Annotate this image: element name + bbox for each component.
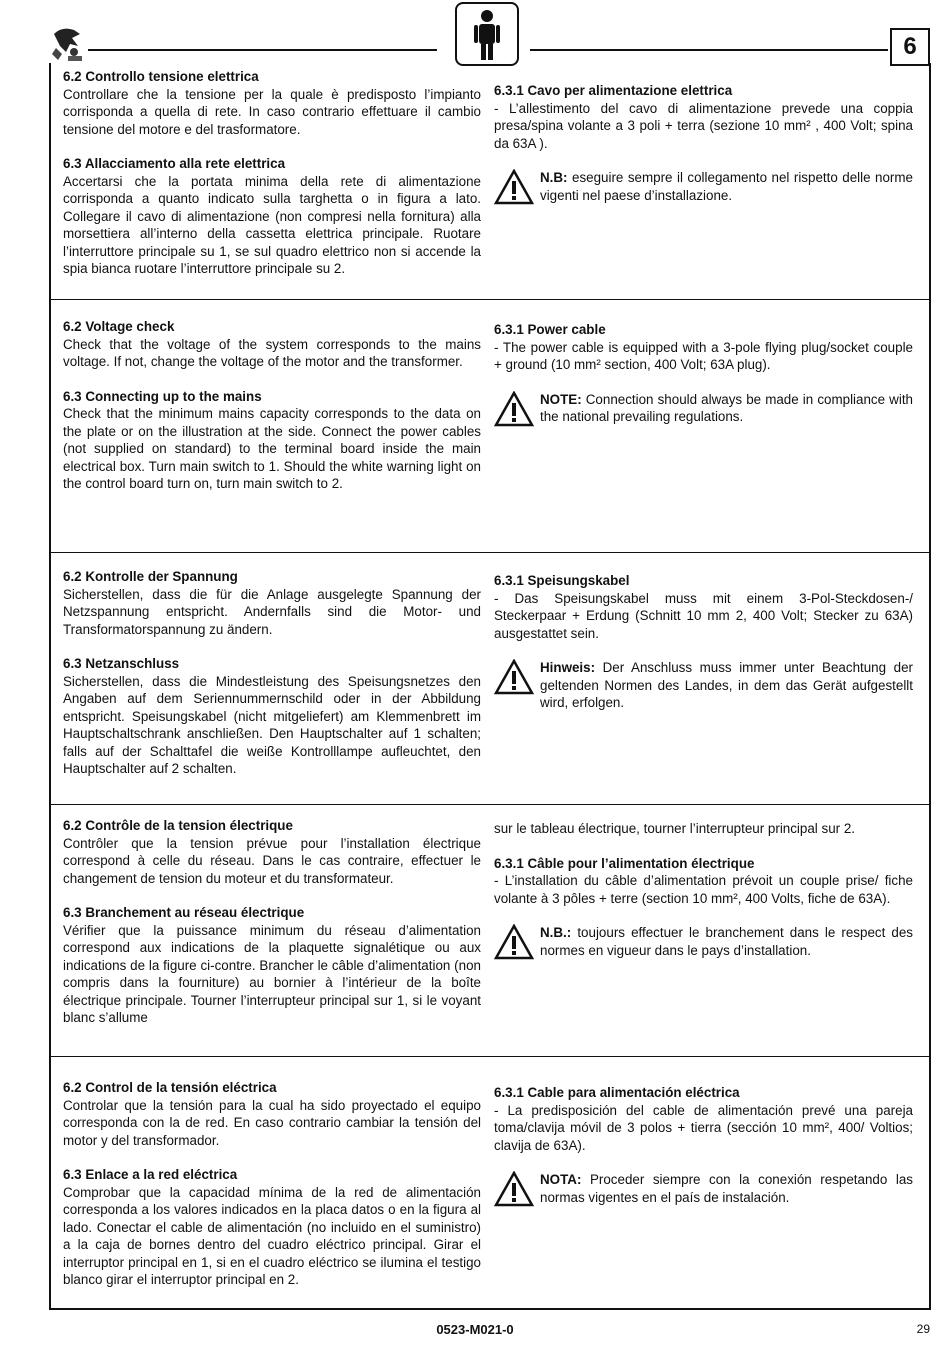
heading: 6.3.1 Câble pour l’alimentation électrique xyxy=(494,855,755,871)
heading: 6.3 Netzanschluss xyxy=(63,656,180,671)
heading: 6.2 Voltage check xyxy=(63,319,175,334)
section-fr-right xyxy=(494,820,913,964)
paragraph: - L’allestimento del cavo di alimentazione prevede una coppia presa/spina volante a 3 poli + terra (sezione 10 mm² , 400 Volt; spina da 63A ). xyxy=(494,100,913,151)
note-text: toujours effectuer le branchement dans le respect des normes en vigueur dans le pays d’installation. xyxy=(540,925,913,958)
brand-logo-icon xyxy=(48,24,88,64)
heading: 6.3.1 Cavo per alimentazione elettrica xyxy=(494,83,733,98)
heading: 6.2 Control de la tensión eléctrica xyxy=(63,1080,277,1095)
paragraph: - The power cable is equipped with a 3-pole flying plug/socket couple + ground (10 mm² section, 400 Volt; 63A plug). xyxy=(494,339,913,372)
section-en-right xyxy=(494,321,913,431)
heading: 6.2 Controllo tensione elettrica xyxy=(63,69,259,84)
heading: 6.3 Allacciamento alla rete elettrica xyxy=(63,156,286,171)
document-code: 0523-M021-0 xyxy=(436,1322,514,1337)
note-text: Connection should always be made in compliance with the national prevailing regulations. xyxy=(540,391,913,424)
paragraph: Controllare che la tensione per la quale è predisposto l’impianto corrisponda a quella di rete. In caso contrario effettuare il cambio tensione del motore e del trasformatore. xyxy=(63,86,481,137)
header-rule-right xyxy=(530,49,888,51)
page-number: 29 xyxy=(916,1322,930,1336)
section-it-left xyxy=(63,68,481,295)
operator-pictogram xyxy=(455,2,519,66)
paragraph: Check that the minimum mains capacity corresponds to the data on the plate or on the illustration at the side. Connect the power cables (not supplied on standard) to the terminal board inside the main electrical box. Turn main switch to 1. Should the white warning light on the control board turn on, turn main switch to 2. xyxy=(63,406,481,491)
heading: 6.3.1 Power cable xyxy=(494,322,606,337)
paragraph: Contrôler que la tension prévue pour l’installation électrique correspond à celle du réseau. Dans le cas contraire, effectuer le changement de tension du moteur et du transformateur. xyxy=(63,835,481,886)
heading: 6.3 Branchement au réseau électrique xyxy=(63,905,305,920)
paragraph: - Das Speisungskabel muss mit einem 3-Pol-Steckdosen-/ Steckerpaar + Erdung (Schnitt 10 mm 2, 400 Volt; Stecker zu 63A) ausgestattet sein. xyxy=(494,590,913,641)
person-icon xyxy=(457,4,517,64)
section-number-badge: 6 xyxy=(890,28,930,66)
heading: 6.3.1 Cable para alimentación eléctrica xyxy=(494,1085,740,1100)
note-text: eseguire sempre il collegamento nel rispetto delle norme vigenti nel paese d’installazione. xyxy=(540,170,913,203)
warning-note xyxy=(494,169,913,209)
note-label: NOTE: xyxy=(540,391,582,407)
warning-note xyxy=(494,924,913,964)
warning-note xyxy=(494,1171,913,1211)
heading: 6.3 Connecting up to the mains xyxy=(63,388,262,404)
warning-icon xyxy=(494,169,534,205)
section-en-left xyxy=(63,318,481,510)
header-rule-left xyxy=(88,49,437,51)
note-label: NOTA: xyxy=(540,1172,582,1187)
section-de-right xyxy=(494,572,913,712)
paragraph: Sicherstellen, dass die für die Anlage ausgelegte Spannung der Netzspannung entspricht. Andernfalls sind die Motor- und Transformatorspannung zu ändern. xyxy=(63,586,481,637)
paragraph: Controlar que la tensión para la cual ha sido proyectado el equipo corresponda con la de red. En caso contrario cambiar la tensión del motor y del transformador. xyxy=(63,1097,481,1148)
paragraph: - La predisposición del cable de alimentación prevé una pareja toma/clavija móvil de 3 polos + tierra (sección 10 mm², 400/ Voltios; clavija de 63A). xyxy=(494,1102,913,1153)
paragraph: Comprobar que la capacidad mínima de la red de alimentación corresponda a los valores indicados en la placa datos o en la figura al lado. Conectar el cable de alimentación (no incluido en el suministro) a la caja de bornes dentro del cuadro eléctrico principal. Girar el interruptor principal en 1, si en el cuadro eléctrico se ilumina el testigo blanco girar el interruptor principal en 2. xyxy=(63,1184,481,1287)
section-de-left xyxy=(63,568,481,795)
paragraph: Vérifier que la puissance minimum du réseau d’alimentation correspond aux indications de la plaquette signalétique ou aux indications de la figure ci-contre. Brancher le câble d’alimentation (non compris dans la fourniture) au bornier à l’intérieur de la boîte électrique principale. Tourner l’interrupteur principal sur 1, si le voyant blanc s’allume xyxy=(63,922,481,1025)
section-it-right xyxy=(494,82,913,209)
section-divider xyxy=(49,299,929,300)
note-label: Hinweis: xyxy=(540,660,596,675)
warning-icon xyxy=(494,924,534,960)
warning-icon xyxy=(494,391,534,427)
heading: 6.2 Contrôle de la tension électrique xyxy=(63,818,293,833)
heading: 6.3 Enlace a la red eléctrica xyxy=(63,1167,238,1182)
section-divider xyxy=(49,552,929,553)
note-label: N.B.: xyxy=(540,925,572,940)
heading: 6.3.1 Speisungskabel xyxy=(494,573,630,588)
paragraph: Accertarsi che la portata minima della rete di alimentazione corrisponda a quanto indicato sulla targhetta o in figura a lato. Collegare il cavo di alimentazione (non compresi nella fornitura) alla morsettiera all’interno della cassetta elettrica principale. Ruotare l’interruttore principale su 1, se sul quadro elettrico non si accende la spia bianca ruotare l’interruttore principale su 2. xyxy=(63,173,481,276)
note-text: Proceder siempre con la conexión respetando las normas vigentes en el país de instalación. xyxy=(540,1172,913,1205)
section-divider xyxy=(49,1056,929,1057)
note-label: N.B: xyxy=(540,170,568,185)
warning-note xyxy=(494,659,913,712)
paragraph: Sicherstellen, dass die Mindestleistung des Speisungsnetzes den Angaben auf dem Seriennummernschild oder in der Abbildung entspricht. Speisungskabel (nicht mitgeliefert) am Klemmenbrett im Hauptschaltschrank anschließen. Den Hauptschalter auf 1 schalten; falls auf der Schalttafel die weiße Kontrolllampe aufleuchtet, den Hauptschalter auf 2 schalten. xyxy=(63,673,481,776)
note-text: Der Anschluss muss immer unter Beachtung der geltenden Normen des Landes, in dem das Gerät aufgestellt wird, erfolgen. xyxy=(540,660,913,710)
paragraph: Check that the voltage of the system corresponds to the mains voltage. If not, change the voltage of the motor and the transformer. xyxy=(63,336,481,369)
heading: 6.2 Kontrolle der Spannung xyxy=(63,569,238,584)
warning-icon xyxy=(494,659,534,695)
warning-note xyxy=(494,391,913,431)
paragraph-continued: sur le tableau électrique, tourner l’interrupteur principal sur 2. xyxy=(494,821,855,836)
section-es-right xyxy=(494,1084,913,1211)
section-es-left xyxy=(63,1079,481,1306)
section-fr-left xyxy=(63,817,481,1044)
warning-icon xyxy=(494,1171,534,1207)
paragraph: - L’installation du câble d’alimentation prévoit un couple prise/ fiche volante à 3 pôles + terre (section 10 mm², 400 Volts, fiche de 63A). xyxy=(494,873,913,906)
section-divider xyxy=(49,804,929,805)
